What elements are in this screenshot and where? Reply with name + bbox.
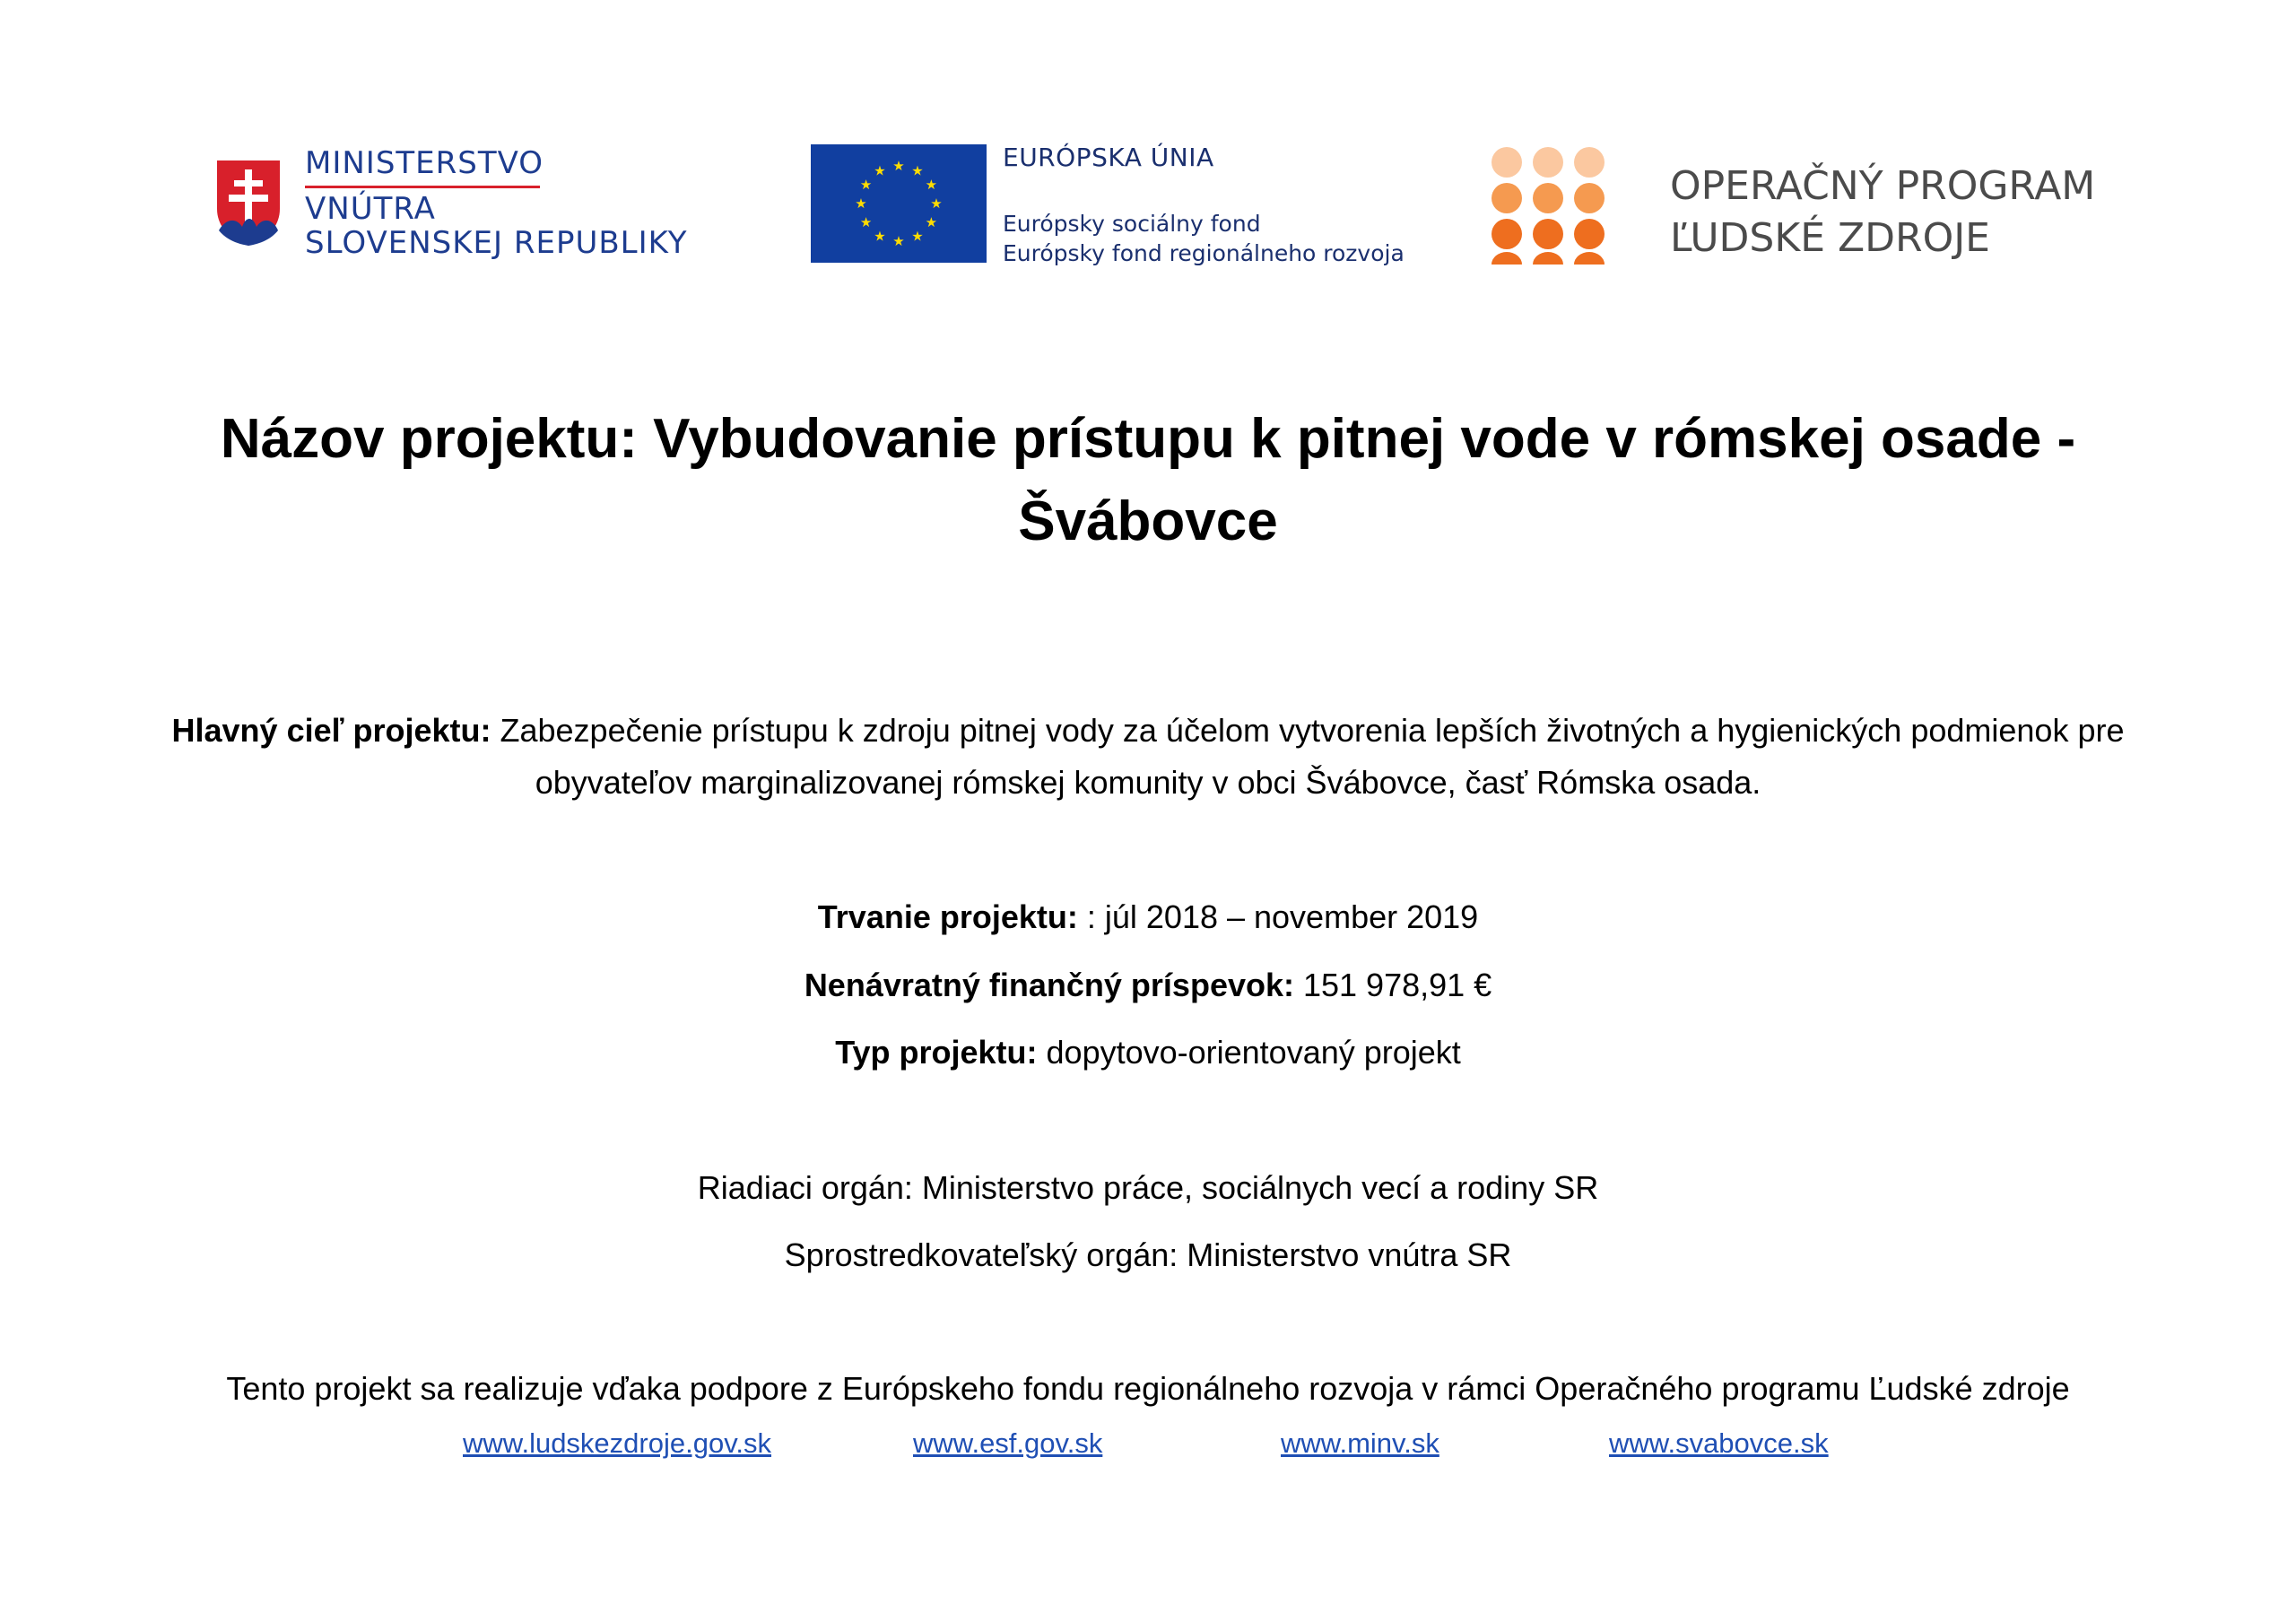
op-half-dot xyxy=(1533,252,1563,265)
ministry-name-line2: VNÚTRA xyxy=(305,191,436,227)
goal-text-line2: obyvateľov marginalizovanej rómskej komunity v obci Švábovce, časť Rómska osada. xyxy=(535,764,1761,801)
intermediate-body: Sprostredkovateľský orgán: Ministerstvo vnútra SR xyxy=(784,1236,1512,1273)
ministry-logo xyxy=(212,146,696,272)
op-dots-icon xyxy=(1489,144,1609,265)
link-esf[interactable]: www.esf.gov.sk xyxy=(913,1427,1103,1459)
project-grant xyxy=(54,959,2242,1011)
eu-title: EURÓPSKA ÚNIA xyxy=(1003,143,1214,172)
eu-star-icon: ★ xyxy=(855,195,867,212)
op-dot xyxy=(1533,147,1563,178)
eu-star-icon: ★ xyxy=(911,162,924,179)
eu-fund-esf: Európsky sociálny fond xyxy=(1003,211,1261,237)
ministry-name xyxy=(305,146,688,260)
eu-star-icon: ★ xyxy=(911,228,924,245)
type-label: Typ projektu: xyxy=(835,1034,1038,1071)
goal-label: Hlavný cieľ projektu: xyxy=(171,712,491,749)
project-duration xyxy=(54,891,2242,943)
eu-star-icon: ★ xyxy=(859,177,873,193)
eu-logo xyxy=(811,144,1457,270)
op-logo xyxy=(1489,144,2135,270)
op-name-line1: OPERAČNÝ PROGRAM xyxy=(1670,163,2096,209)
project-goal xyxy=(54,705,2242,809)
eu-funds xyxy=(1003,209,1405,268)
op-dot xyxy=(1533,219,1563,249)
goal-text-line1: Zabezpečenie prístupu k zdroju pitnej vody za účelom vytvorenia lepších životných a hygienických podmienok pre xyxy=(491,712,2125,749)
op-dot xyxy=(1533,183,1563,213)
op-dot xyxy=(1492,147,1522,178)
project-title-line1: Názov projektu: Vybudovanie prístupu k pitnej vode v rómskej osade - xyxy=(220,408,2076,470)
eu-star-icon: ★ xyxy=(892,158,905,174)
eu-fund-erdf: Európsky fond regionálneho rozvoja xyxy=(1003,240,1405,266)
eu-star-icon: ★ xyxy=(859,214,873,230)
link-ludskezdroje[interactable]: www.ludskezdroje.gov.sk xyxy=(463,1427,772,1459)
eu-star-icon: ★ xyxy=(892,233,905,249)
managing-authority: Riadiaci orgán: Ministerstvo práce, sociálnych vecí a rodiny SR xyxy=(697,1169,1599,1206)
op-name-line2: ĽUDSKÉ ZDROJE xyxy=(1670,215,1990,261)
eu-star-icon: ★ xyxy=(874,228,886,245)
project-title xyxy=(126,398,2170,563)
eu-star-icon: ★ xyxy=(874,162,886,179)
project-title-line2: Švábovce xyxy=(1018,490,1278,552)
op-dot xyxy=(1492,183,1522,213)
eu-star-icon: ★ xyxy=(930,195,943,212)
eu-star-icon: ★ xyxy=(925,177,938,193)
link-minv[interactable]: www.minv.sk xyxy=(1281,1427,1439,1459)
type-value: dopytovo-orientovaný projekt xyxy=(1037,1034,1461,1071)
grant-value: 151 978,91 € xyxy=(1293,967,1492,1003)
op-half-dot xyxy=(1492,252,1522,265)
eu-star-icon: ★ xyxy=(925,214,938,230)
op-dot xyxy=(1574,219,1605,249)
logo-band xyxy=(0,139,2296,282)
links-row xyxy=(0,1427,2296,1472)
op-name xyxy=(1670,160,2095,265)
op-dot xyxy=(1574,183,1605,213)
duration-label: Trvanie projektu: xyxy=(817,898,1078,935)
duration-value: : júl 2018 – november 2019 xyxy=(1077,898,1479,935)
op-half-dot xyxy=(1574,252,1605,265)
grant-label: Nenávratný finančný príspevok: xyxy=(804,967,1294,1003)
eu-flag-icon xyxy=(811,144,987,263)
link-svabovce[interactable]: www.svabovce.sk xyxy=(1609,1427,1829,1459)
op-dot xyxy=(1492,219,1522,249)
ministry-name-line3: SLOVENSKEJ REPUBLIKY xyxy=(305,225,688,261)
ministry-name-line1: MINISTERSTVO xyxy=(305,146,540,188)
slovak-coat-of-arms-icon xyxy=(212,155,285,250)
op-dot xyxy=(1574,147,1605,178)
project-type xyxy=(54,1027,2242,1079)
support-statement: Tento projekt sa realizuje vďaka podpore z Európskeho fondu regionálneho rozvoja v rámci Operačného programu Ľudské zdroje xyxy=(226,1370,2070,1407)
